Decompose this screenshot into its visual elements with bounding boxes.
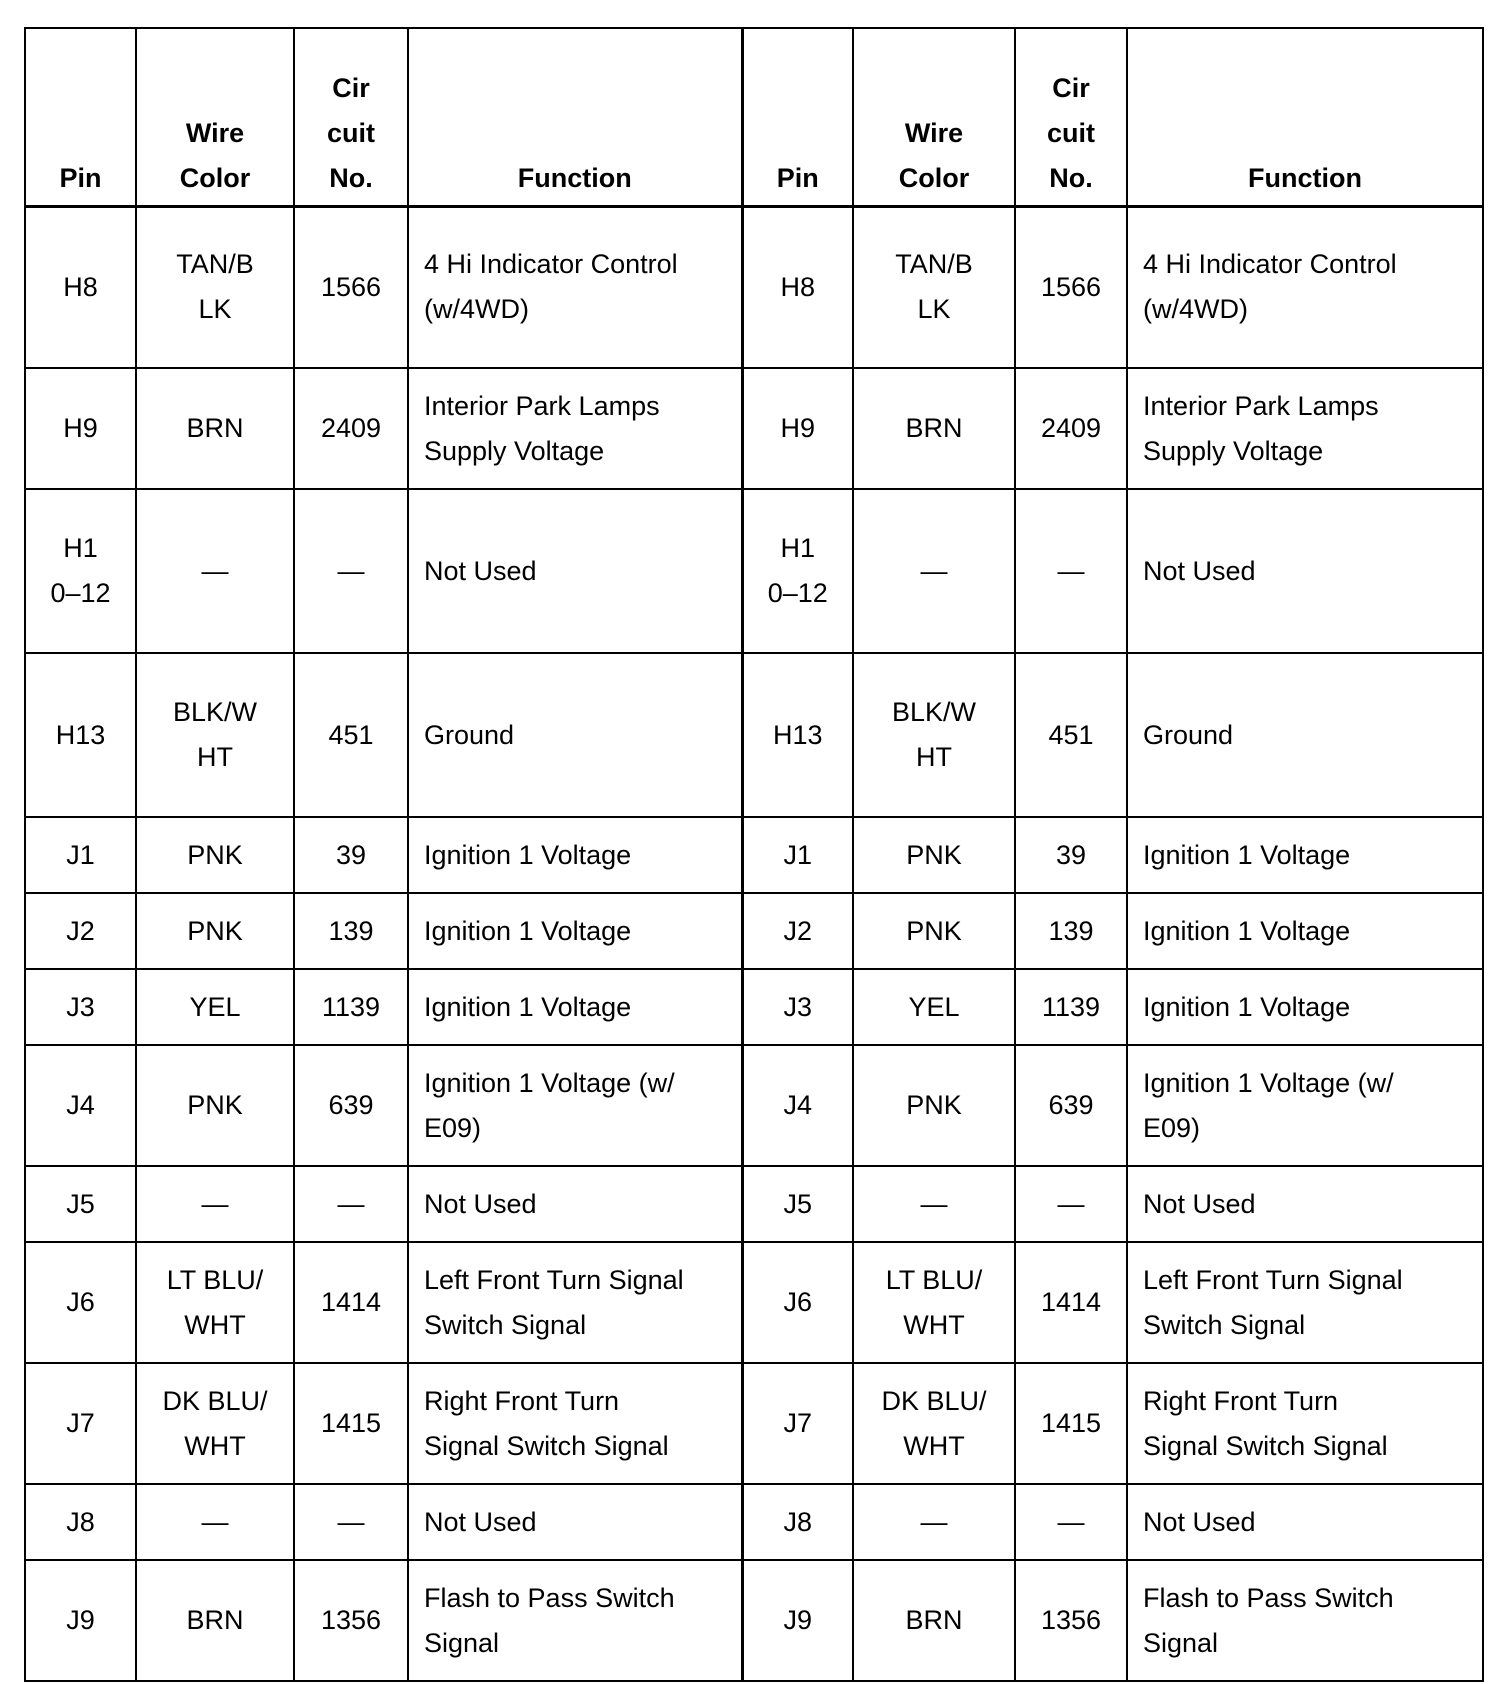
pin-cell-text: J4: [783, 1090, 813, 1120]
circuit-cell: [1015, 893, 1127, 969]
circuit-cell-text: 39: [335, 839, 367, 870]
pin-cell: [742, 653, 853, 817]
wire-color-cell: [136, 1484, 294, 1560]
pin-cell-text: J3: [66, 991, 95, 1022]
function-cell-text: Not Used: [1143, 1188, 1256, 1219]
wire-color-cell: [853, 206, 1015, 368]
function-cell: [1127, 1484, 1483, 1560]
function-cell-text: Ignition 1 Voltage: [424, 915, 632, 946]
circuit-cell-text: 39: [1055, 839, 1087, 870]
wire-color-cell: [136, 817, 294, 893]
table-row: [25, 1166, 1483, 1242]
circuit-cell: [1015, 1363, 1127, 1484]
function-cell: [408, 969, 742, 1045]
wire-color-cell: [136, 489, 294, 653]
function-cell-text: Ground: [1143, 719, 1234, 750]
circuit-cell-text: 1566: [1040, 271, 1102, 302]
function-cell: [1127, 653, 1483, 817]
function-cell: [408, 368, 742, 489]
circuit-cell-text: 1356: [320, 1605, 382, 1635]
pin-cell: [742, 489, 853, 653]
function-cell-text: 4 Hi Indicator Control (w/4WD): [1143, 249, 1397, 325]
pin-cell-text: J4: [66, 1090, 95, 1120]
wire-color-cell-text: DK BLU/ WHT: [881, 1385, 987, 1461]
table-row: [25, 1045, 1483, 1166]
pin-cell: [742, 1166, 853, 1242]
circuit-cell-text: —: [337, 1506, 365, 1537]
function-cell: [408, 1560, 742, 1681]
circuit-cell-text: —: [337, 1188, 365, 1219]
wire-color-cell-text: TAN/B LK: [895, 249, 973, 325]
header-row: [25, 28, 1483, 206]
function-cell-text: Not Used: [1143, 555, 1256, 586]
header-pin: Pin: [742, 28, 853, 206]
circuit-cell: [1015, 969, 1127, 1045]
table-row: [25, 206, 1483, 368]
circuit-cell-text: 139: [328, 915, 374, 946]
circuit-cell-text: 1566: [320, 271, 382, 302]
pin-cell: [25, 368, 136, 489]
pin-cell-text: H8: [780, 271, 815, 302]
wire-color-cell: [853, 893, 1015, 969]
circuit-cell: [1015, 1242, 1127, 1363]
function-cell: [1127, 893, 1483, 969]
wire-color-cell: [136, 368, 294, 489]
wire-color-cell-text: —: [920, 555, 948, 586]
circuit-cell: [1015, 368, 1127, 489]
wire-color-cell-text: BRN: [186, 1605, 244, 1635]
function-cell: [408, 1363, 742, 1484]
pin-cell: [25, 893, 136, 969]
pin-cell-text: J2: [783, 915, 813, 946]
circuit-cell: [294, 893, 408, 969]
wire-color-cell-text: BLK/W HT: [172, 697, 258, 772]
connector-pinout-table: [24, 27, 1484, 1682]
header-function: Function: [1127, 28, 1483, 206]
wire-color-cell: [853, 1166, 1015, 1242]
wire-color-cell: [853, 368, 1015, 489]
function-cell: [1127, 1166, 1483, 1242]
wire-color-cell: [853, 1484, 1015, 1560]
table-row: [25, 368, 1483, 489]
pin-cell: [25, 817, 136, 893]
wire-color-cell: [136, 1363, 294, 1484]
pin-cell: [742, 1045, 853, 1166]
function-cell: [408, 1166, 742, 1242]
function-cell: [1127, 1045, 1483, 1166]
circuit-cell: [1015, 1166, 1127, 1242]
header-wire-color: Wire Color: [136, 28, 294, 206]
wire-color-cell-text: YEL: [908, 991, 960, 1022]
pin-cell-text: J6: [66, 1287, 95, 1317]
pin-cell: [25, 1363, 136, 1484]
function-cell-text: Left Front Turn Signal Switch Signal: [424, 1264, 684, 1340]
wire-color-cell-text: PNK: [906, 1090, 962, 1120]
wire-color-cell-text: —: [201, 1506, 229, 1537]
circuit-cell: [1015, 489, 1127, 653]
pin-cell: [742, 1484, 853, 1560]
pin-cell: [742, 817, 853, 893]
pin-cell-text: J9: [66, 1605, 95, 1635]
circuit-cell-text: 1414: [1040, 1287, 1102, 1317]
pin-cell-text: J3: [783, 991, 813, 1022]
function-cell: [408, 1242, 742, 1363]
circuit-cell: [294, 206, 408, 368]
pin-cell-text: J2: [66, 915, 95, 946]
wire-color-cell-text: TAN/B LK: [176, 249, 254, 325]
circuit-cell-text: 1356: [1040, 1605, 1102, 1635]
function-cell-text: Ignition 1 Voltage (w/ E09): [424, 1067, 675, 1143]
wire-color-cell-text: —: [920, 1506, 948, 1537]
function-cell: [1127, 1242, 1483, 1363]
wire-color-cell: [853, 653, 1015, 817]
pin-cell: [742, 969, 853, 1045]
function-cell: [408, 817, 742, 893]
wire-color-cell-text: PNK: [187, 1090, 243, 1120]
pin-cell: [25, 1166, 136, 1242]
circuit-cell-text: 1414: [320, 1287, 382, 1317]
circuit-cell-text: —: [1057, 1188, 1085, 1219]
function-cell: [1127, 1363, 1483, 1484]
circuit-cell-text: 1415: [320, 1408, 382, 1438]
pin-cell: [742, 1363, 853, 1484]
wire-color-cell: [853, 1560, 1015, 1681]
circuit-cell: [294, 368, 408, 489]
circuit-cell-text: 1139: [321, 991, 381, 1022]
header-circuit-no: Cir cuit No.: [294, 28, 408, 206]
wire-color-cell-text: PNK: [187, 839, 243, 870]
wire-color-cell-text: BLK/W HT: [891, 697, 977, 772]
circuit-cell-text: 639: [1048, 1090, 1094, 1120]
function-cell-text: Interior Park Lamps Supply Voltage: [1143, 390, 1379, 466]
pin-cell-text: J5: [66, 1188, 95, 1219]
pin-cell: [742, 206, 853, 368]
function-cell-text: Flash to Pass Switch Signal: [424, 1582, 675, 1658]
table-row: [25, 1560, 1483, 1681]
circuit-cell: [1015, 653, 1127, 817]
circuit-cell-text: 1415: [1040, 1408, 1102, 1438]
wire-color-cell: [853, 489, 1015, 653]
function-cell: [408, 1484, 742, 1560]
pin-cell-text: H1 0–12: [50, 533, 111, 608]
table-row: [25, 817, 1483, 893]
table-row: [25, 969, 1483, 1045]
function-cell-text: Ignition 1 Voltage: [1143, 839, 1351, 870]
wire-color-cell: [853, 1363, 1015, 1484]
circuit-cell: [294, 1045, 408, 1166]
circuit-cell: [294, 1242, 408, 1363]
pin-cell-text: J7: [66, 1408, 95, 1438]
pin-cell-text: H13: [772, 719, 823, 750]
pin-cell: [742, 1560, 853, 1681]
circuit-cell-text: 139: [1048, 915, 1094, 946]
wire-color-cell-text: BRN: [905, 1605, 963, 1635]
function-cell-text: Not Used: [424, 1188, 537, 1219]
wire-color-cell-text: PNK: [906, 915, 962, 946]
wire-color-cell-text: LT BLU/ WHT: [885, 1264, 983, 1340]
table-row: [25, 1484, 1483, 1560]
function-cell: [408, 1045, 742, 1166]
wire-color-cell: [853, 817, 1015, 893]
function-cell-text: Not Used: [1143, 1506, 1256, 1537]
circuit-cell: [294, 969, 408, 1045]
wire-color-cell: [136, 893, 294, 969]
wire-color-cell: [136, 1560, 294, 1681]
function-cell: [1127, 368, 1483, 489]
wire-color-cell: [136, 1242, 294, 1363]
function-cell-text: Ignition 1 Voltage: [424, 839, 632, 870]
pin-cell: [742, 368, 853, 489]
circuit-cell-text: 639: [328, 1090, 374, 1120]
function-cell: [408, 206, 742, 368]
function-cell-text: Left Front Turn Signal Switch Signal: [1143, 1264, 1403, 1340]
circuit-cell: [294, 1484, 408, 1560]
wire-color-cell: [136, 1045, 294, 1166]
wire-color-cell-text: —: [201, 1188, 229, 1219]
circuit-cell-text: —: [1057, 555, 1085, 586]
pin-cell: [25, 1045, 136, 1166]
pin-cell-text: J7: [783, 1408, 813, 1438]
table-row: [25, 893, 1483, 969]
pin-cell-text: J9: [783, 1605, 813, 1635]
wire-color-cell-text: PNK: [906, 839, 962, 870]
wire-color-cell: [853, 1242, 1015, 1363]
function-cell: [1127, 1560, 1483, 1681]
circuit-cell: [294, 653, 408, 817]
circuit-cell-text: 451: [328, 719, 374, 750]
circuit-cell: [1015, 817, 1127, 893]
function-cell-text: Ignition 1 Voltage: [424, 991, 632, 1022]
function-cell-text: Ground: [424, 719, 515, 750]
pin-cell-text: J8: [66, 1506, 95, 1537]
circuit-cell: [1015, 206, 1127, 368]
pin-cell-text: H13: [55, 719, 106, 750]
pin-cell-text: H9: [780, 413, 815, 443]
pin-cell-text: J6: [783, 1287, 813, 1317]
wire-color-cell-text: BRN: [186, 413, 244, 443]
pin-cell: [25, 489, 136, 653]
wire-color-cell: [136, 653, 294, 817]
header-wire-color: Wire Color: [853, 28, 1015, 206]
function-cell: [408, 489, 742, 653]
circuit-cell: [294, 817, 408, 893]
circuit-cell: [294, 1363, 408, 1484]
pin-cell: [25, 653, 136, 817]
circuit-cell-text: 2409: [320, 413, 382, 443]
wire-color-cell: [136, 969, 294, 1045]
circuit-cell: [1015, 1484, 1127, 1560]
wire-color-cell: [136, 206, 294, 368]
pin-cell: [742, 1242, 853, 1363]
wire-color-cell-text: YEL: [189, 991, 241, 1022]
wire-color-cell: [853, 1045, 1015, 1166]
circuit-cell-text: 1139: [1041, 991, 1101, 1022]
wire-color-cell-text: LT BLU/ WHT: [166, 1264, 264, 1340]
function-cell: [408, 653, 742, 817]
pin-cell: [25, 1484, 136, 1560]
function-cell-text: Ignition 1 Voltage (w/ E09): [1143, 1067, 1394, 1143]
wire-color-cell-text: BRN: [905, 413, 963, 443]
table-row: [25, 653, 1483, 817]
circuit-cell: [294, 489, 408, 653]
pin-cell: [25, 1560, 136, 1681]
pin-cell-text: J8: [783, 1506, 813, 1537]
wire-color-cell: [136, 1166, 294, 1242]
function-cell: [1127, 206, 1483, 368]
pin-cell: [25, 1242, 136, 1363]
table-row: [25, 1242, 1483, 1363]
pin-cell: [742, 893, 853, 969]
pin-cell-text: H1 0–12: [767, 533, 828, 608]
pin-cell: [25, 206, 136, 368]
function-cell: [1127, 489, 1483, 653]
wire-color-cell: [853, 969, 1015, 1045]
wire-color-cell-text: DK BLU/ WHT: [162, 1385, 268, 1461]
function-cell-text: Flash to Pass Switch Signal: [1143, 1582, 1394, 1658]
wire-color-cell-text: —: [920, 1188, 948, 1219]
circuit-cell: [294, 1560, 408, 1681]
function-cell-text: Right Front Turn Signal Switch Signal: [1143, 1385, 1388, 1461]
circuit-cell-text: —: [337, 555, 365, 586]
function-cell: [1127, 817, 1483, 893]
function-cell-text: Not Used: [424, 1506, 537, 1537]
header-pin: Pin: [25, 28, 136, 206]
header-function: Function: [408, 28, 742, 206]
wire-color-cell-text: PNK: [187, 915, 243, 946]
circuit-cell: [1015, 1560, 1127, 1681]
wire-color-cell-text: —: [201, 555, 229, 586]
function-cell-text: 4 Hi Indicator Control (w/4WD): [424, 249, 678, 325]
function-cell-text: Ignition 1 Voltage: [1143, 991, 1351, 1022]
table-row: [25, 489, 1483, 653]
pin-cell-text: H8: [63, 271, 98, 302]
header-circuit-no: Cir cuit No.: [1015, 28, 1127, 206]
pin-cell-text: J1: [66, 839, 95, 870]
circuit-cell: [1015, 1045, 1127, 1166]
table-row: [25, 1363, 1483, 1484]
circuit-cell-text: 451: [1048, 719, 1094, 750]
function-cell: [408, 893, 742, 969]
pin-cell-text: H9: [63, 413, 98, 443]
pin-cell: [25, 969, 136, 1045]
circuit-cell-text: 2409: [1040, 413, 1102, 443]
function-cell-text: Interior Park Lamps Supply Voltage: [424, 390, 660, 466]
circuit-cell: [294, 1166, 408, 1242]
pin-cell-text: J5: [783, 1188, 813, 1219]
pin-cell-text: J1: [783, 839, 813, 870]
function-cell: [1127, 969, 1483, 1045]
function-cell-text: Not Used: [424, 555, 537, 586]
function-cell-text: Ignition 1 Voltage: [1143, 915, 1351, 946]
function-cell-text: Right Front Turn Signal Switch Signal: [424, 1385, 669, 1461]
circuit-cell-text: —: [1057, 1506, 1085, 1537]
